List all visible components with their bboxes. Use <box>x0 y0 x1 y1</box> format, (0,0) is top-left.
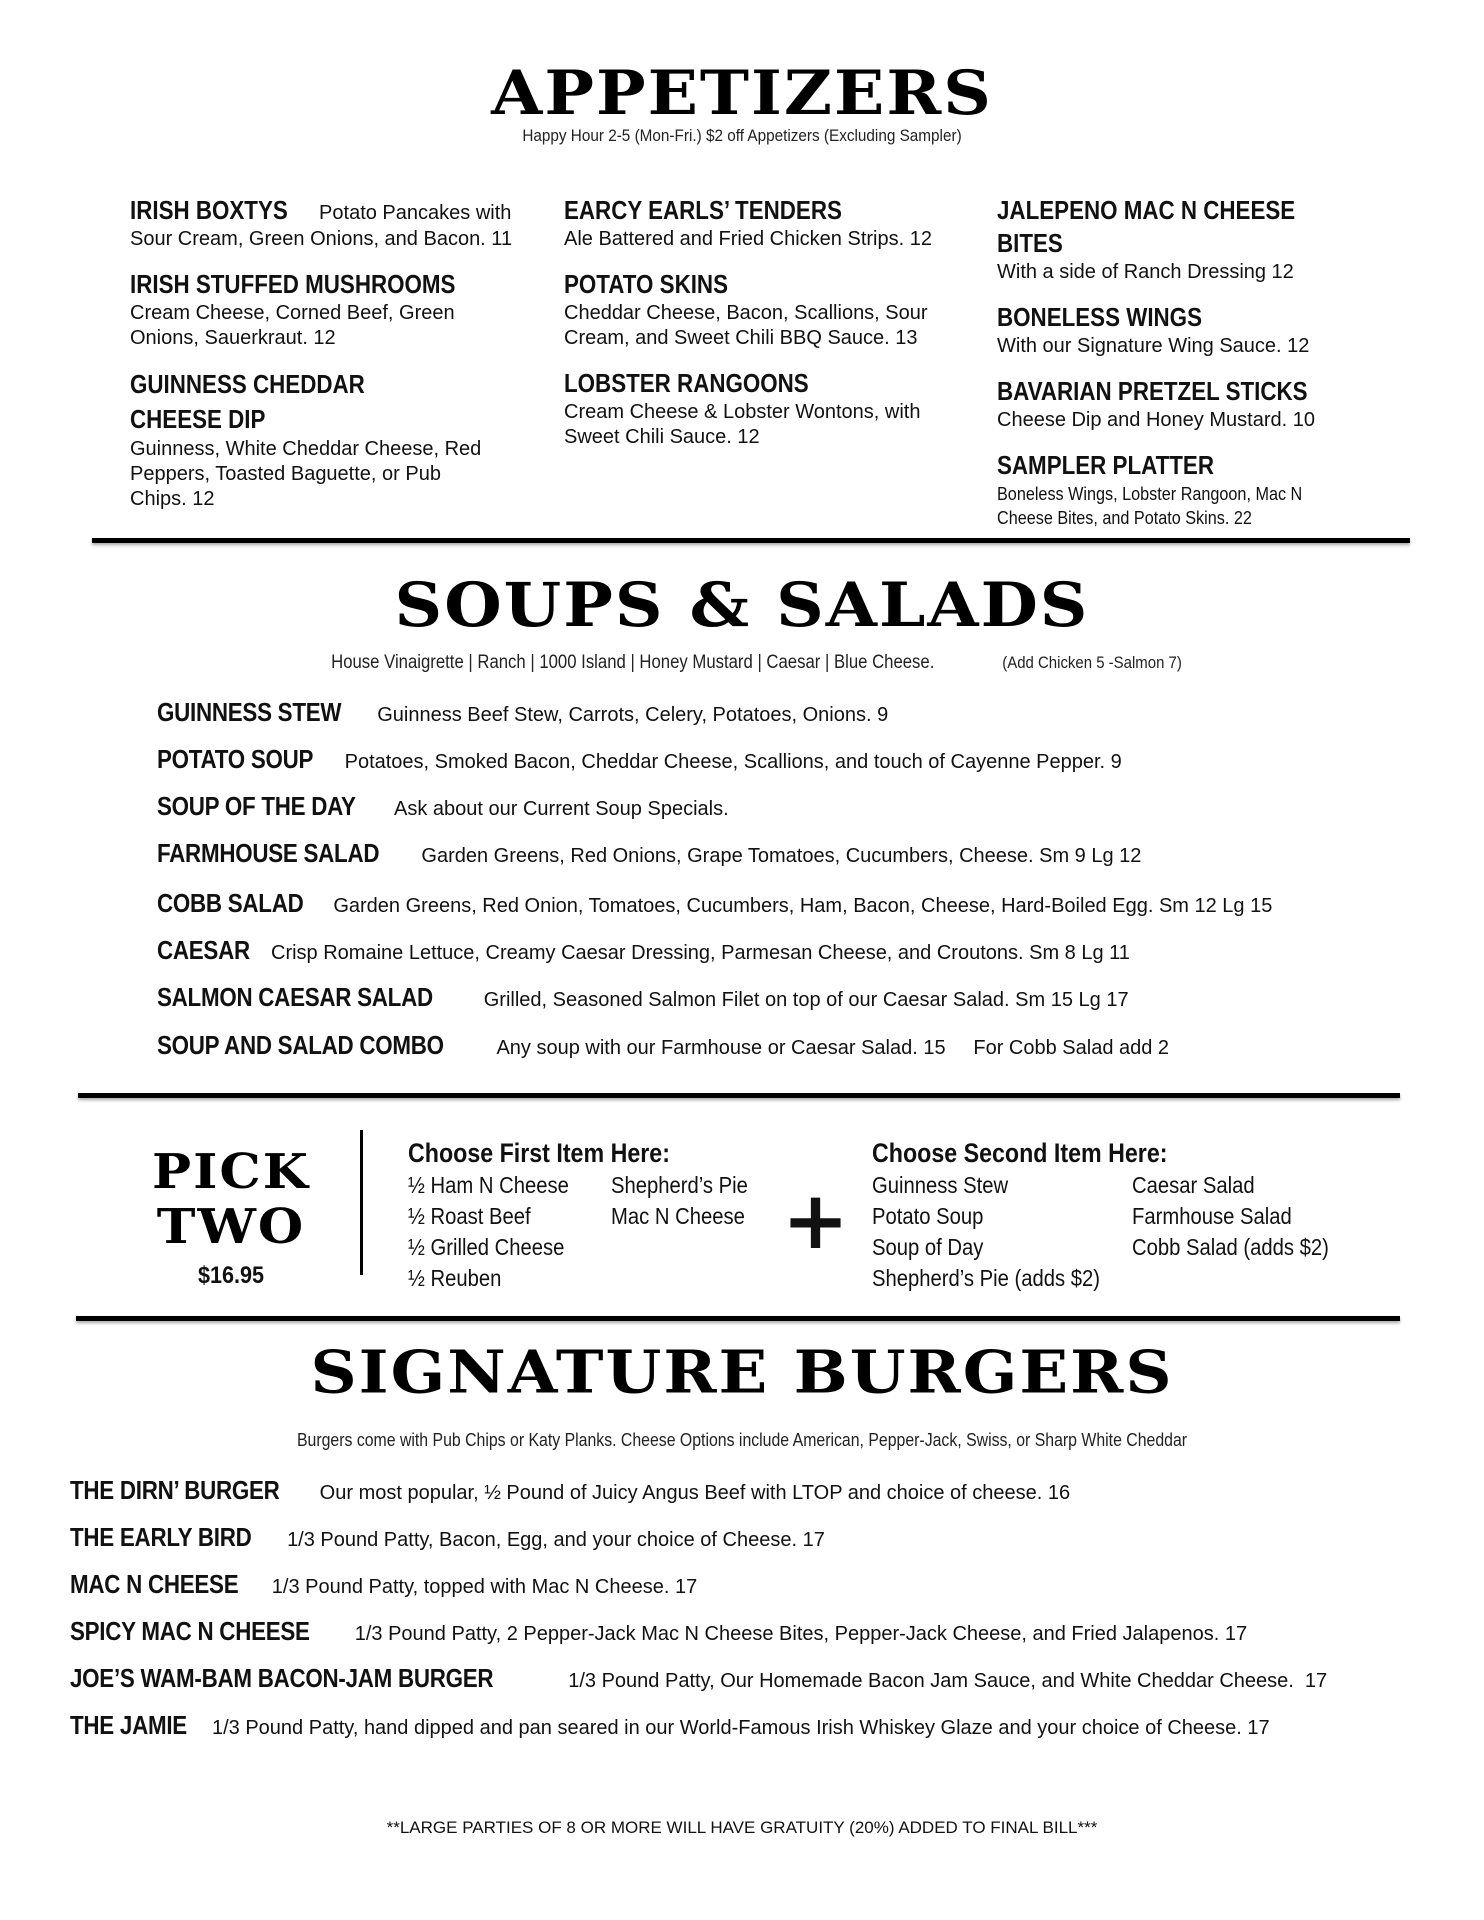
item-desc: Cheddar Cheese, Bacon, Scallions, Sour Cream, and Sweet Chili BBQ Sauce. 13 <box>564 302 928 349</box>
item-name: JALEPENO MAC N CHEESE BITES <box>997 195 1296 258</box>
item-desc: Crisp Romaine Lettuce, Creamy Caesar Dressing, Parmesan Cheese, and Croutons. Sm 8 Lg 11 <box>271 942 1130 964</box>
list-item: ½ Roast Beef <box>408 1203 531 1229</box>
appetizers-column-3 <box>997 194 1367 546</box>
menu-item <box>70 1710 1270 1741</box>
menu-item <box>157 838 1141 869</box>
item-name: COBB SALAD <box>157 888 304 918</box>
menu-item <box>997 375 1367 433</box>
item-name: POTATO SOUP <box>157 744 314 774</box>
item-desc: Garden Greens, Red Onion, Tomatoes, Cucumbers, Ham, Bacon, Cheese, Hard-Boiled Egg. Sm 12 Lg 15 <box>333 895 1273 917</box>
item-name: SAMPLER PLATTER <box>997 450 1214 480</box>
first-item-list-a <box>408 1170 569 1294</box>
item-desc: Guinness Beef Stew, Carrots, Celery, Potatoes, Onions. 9 <box>377 704 889 726</box>
menu-item <box>157 888 1272 919</box>
second-item-list-a <box>872 1170 1100 1294</box>
item-desc: With a side of Ranch Dressing 12 <box>997 261 1294 283</box>
item-name: FARMHOUSE SALAD <box>157 838 380 868</box>
menu-item <box>130 367 520 512</box>
menu-item <box>157 1030 1169 1061</box>
list-item: ½ Ham N Cheese <box>408 1172 569 1198</box>
item-name: BONELESS WINGS <box>997 302 1202 332</box>
item-desc: Grilled, Seasoned Salmon Filet on top of our Caesar Salad. Sm 15 Lg 17 <box>483 989 1129 1011</box>
appetizers-column-2 <box>564 194 934 466</box>
menu-item <box>70 1663 1327 1694</box>
appetizers-title: APPETIZERS <box>491 57 993 129</box>
vertical-divider <box>360 1130 363 1275</box>
menu-item <box>130 268 520 351</box>
menu-item <box>70 1475 1070 1506</box>
list-item: ½ Reuben <box>408 1265 502 1291</box>
item-desc: Ask about our Current Soup Specials. <box>394 798 729 820</box>
item-name: JOE’S WAM-BAM BACON-JAM BURGER <box>70 1663 494 1693</box>
menu-item <box>564 268 934 351</box>
first-item-list-b <box>611 1170 748 1232</box>
item-desc: Cheese Dip and Honey Mustard. 10 <box>997 409 1315 431</box>
item-desc: Ale Battered and Fried Chicken Strips. 12 <box>564 228 932 250</box>
item-desc: 1/3 Pound Patty, topped with Mac N Cheese. 17 <box>271 1576 698 1598</box>
addons-text: (Add Chicken 5 -Salmon 7) <box>1001 653 1182 672</box>
item-name: CAESAR <box>157 935 250 965</box>
item-name: POTATO SKINS <box>564 269 728 299</box>
menu-item <box>564 194 934 252</box>
item-name: THE DIRN’ BURGER <box>70 1475 280 1505</box>
second-item-heading: Choose Second Item Here: <box>872 1138 1168 1168</box>
menu-item <box>130 194 520 252</box>
item-desc: Our most popular, ½ Pound of Juicy Angus Beef with LTOP and choice of cheese. 16 <box>319 1482 1071 1504</box>
item-desc: 1/3 Pound Patty, 2 Pepper-Jack Mac N Cheese Bites, Pepper-Jack Cheese, and Fried Jalapenos. 17 <box>354 1623 1248 1645</box>
plus-icon: + <box>782 1174 850 1267</box>
menu-item <box>157 982 1129 1013</box>
list-item: Mac N Cheese <box>611 1203 745 1229</box>
menu-item <box>157 697 888 728</box>
menu-item <box>70 1569 697 1600</box>
list-item: Shepherd’s Pie (adds $2) <box>872 1265 1101 1291</box>
item-name: THE EARLY BIRD <box>70 1522 252 1552</box>
second-item-list-b <box>1132 1170 1329 1263</box>
burgers-subtitle: Burgers come with Pub Chips or Katy Planks. Cheese Options include American, Pepper-Jack, Swiss, or Sharp White Cheddar <box>296 1430 1188 1450</box>
item-name: GUINNESS STEW <box>157 697 342 727</box>
item-desc: Guinness, White Cheddar Cheese, Red Peppers, Toasted Baguette, or Pub Chips. 12 <box>130 438 482 510</box>
item-desc: With our Signature Wing Sauce. 12 <box>997 335 1310 357</box>
gratuity-notice: **LARGE PARTIES OF 8 OR MORE WILL HAVE GRATUITY (20%) ADDED TO FINAL BILL*** <box>386 1818 1098 1837</box>
item-desc: Boneless Wings, Lobster Rangoon, Mac N Cheese Bites, and Potato Skins. 22 <box>997 484 1303 528</box>
item-desc: Cream Cheese, Corned Beef, Green Onions, Sauerkraut. 12 <box>130 302 455 349</box>
first-item-heading: Choose First Item Here: <box>408 1138 670 1168</box>
item-name: IRISH STUFFED MUSHROOMS <box>130 269 456 299</box>
section-divider <box>76 1316 1400 1321</box>
item-desc: Garden Greens, Red Onions, Grape Tomatoes, Cucumbers, Cheese. Sm 9 Lg 12 <box>421 845 1142 867</box>
dressing-options <box>0 652 1484 674</box>
soups-salads-title: SOUPS & SALADS <box>394 569 1090 641</box>
list-item: Potato Soup <box>872 1203 984 1229</box>
item-desc: Potatoes, Smoked Bacon, Cheddar Cheese, Scallions, and touch of Cayenne Pepper. 9 <box>344 751 1122 773</box>
item-desc: 1/3 Pound Patty, Our Homemade Bacon Jam Sauce, and White Cheddar Cheese. 17 <box>568 1670 1328 1692</box>
menu-item <box>997 449 1367 530</box>
item-desc: Potato Pancakes with Sour Cream, Green Onions, and Bacon. 11 <box>130 202 513 250</box>
two-word: TWO <box>156 1199 306 1256</box>
item-name: SOUP OF THE DAY <box>157 791 356 821</box>
menu-item <box>564 367 934 450</box>
item-name: BAVARIAN PRETZEL STICKS <box>997 376 1308 406</box>
list-item: Caesar Salad <box>1132 1172 1255 1198</box>
item-name: SOUP AND SALAD COMBO <box>157 1030 444 1060</box>
item-desc: 1/3 Pound Patty, hand dipped and pan seared in our World-Famous Irish Whiskey Glaze and your choice of Cheese. 17 <box>211 1717 1270 1739</box>
item-name: LOBSTER RANGOONS <box>564 368 809 398</box>
menu-item <box>157 744 1122 775</box>
pick-two-price: $16.95 <box>197 1262 265 1289</box>
dressings-text: House Vinaigrette | Ranch | 1000 Island | Honey Mustard | Caesar | Blue Cheese. <box>331 652 935 673</box>
item-name: IRISH BOXTYS <box>130 195 288 225</box>
item-name: MAC N CHEESE <box>70 1569 239 1599</box>
burgers-title: SIGNATURE BURGERS <box>310 1338 1174 1408</box>
appetizers-column-1 <box>130 194 520 528</box>
section-divider <box>92 538 1410 543</box>
item-desc: Any soup with our Farmhouse or Caesar Salad. 15 For Cobb Salad add 2 <box>496 1037 1170 1059</box>
pick-two-heading <box>142 1145 320 1255</box>
item-name: THE JAMIE <box>70 1710 187 1740</box>
item-name: GUINNESS CHEDDAR CHEESE DIP <box>130 369 365 434</box>
menu-item <box>997 301 1367 359</box>
menu-item <box>157 935 1130 966</box>
appetizers-subtitle: Happy Hour 2-5 (Mon-Fri.) $2 off Appetizers (Excluding Sampler) <box>522 126 962 145</box>
list-item: Farmhouse Salad <box>1132 1203 1292 1229</box>
item-name: SALMON CAESAR SALAD <box>157 982 433 1012</box>
menu-item <box>157 791 729 822</box>
section-divider <box>78 1093 1400 1098</box>
item-name: EARCY EARLS’ TENDERS <box>564 195 842 225</box>
item-name: SPICY MAC N CHEESE <box>70 1616 310 1646</box>
list-item: Guinness Stew <box>872 1172 1009 1198</box>
list-item: ½ Grilled Cheese <box>408 1234 565 1260</box>
pick-word: PICK <box>151 1143 310 1200</box>
list-item: Cobb Salad (adds $2) <box>1132 1234 1329 1260</box>
item-desc: Cream Cheese & Lobster Wontons, with Sweet Chili Sauce. 12 <box>564 401 921 448</box>
menu-item <box>70 1616 1247 1647</box>
list-item: Soup of Day <box>872 1234 984 1260</box>
menu-item <box>997 194 1367 285</box>
menu-item <box>70 1522 825 1553</box>
item-desc: 1/3 Pound Patty, Bacon, Egg, and your choice of Cheese. 17 <box>287 1529 825 1551</box>
list-item: Shepherd’s Pie <box>611 1172 748 1198</box>
